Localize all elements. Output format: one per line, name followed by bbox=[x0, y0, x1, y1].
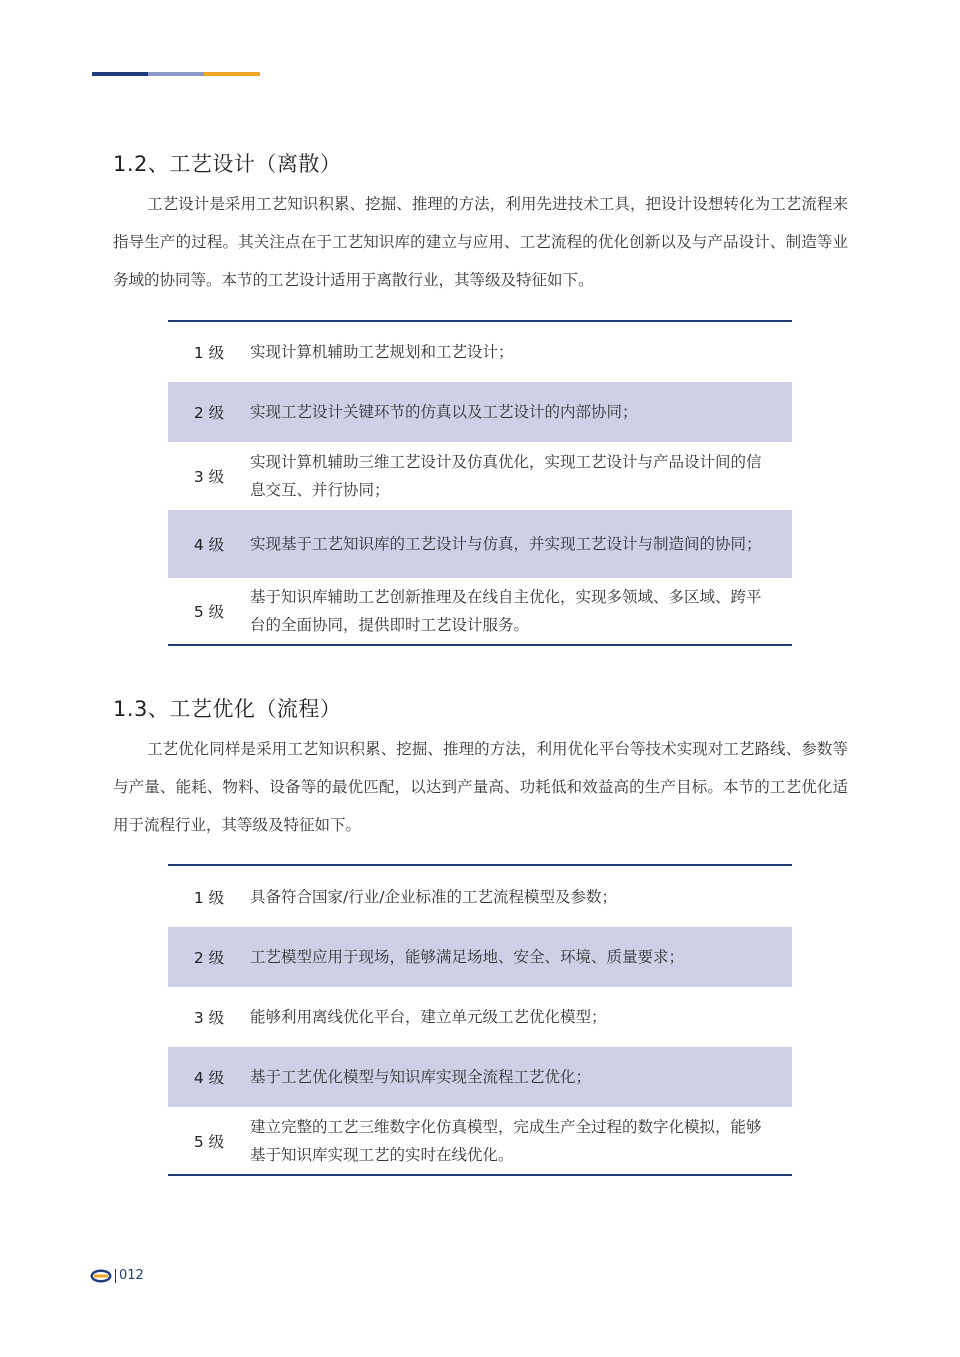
organization-logo-icon bbox=[90, 1269, 112, 1283]
level-description: 实现计算机辅助工艺规划和工艺设计； bbox=[250, 343, 514, 361]
table-row bbox=[168, 927, 792, 987]
level-label: 4 级 bbox=[193, 1069, 225, 1087]
page-number: 012 bbox=[119, 1268, 144, 1283]
section-title-process-design: 1.2、工艺设计（离散） bbox=[113, 152, 342, 176]
table-row bbox=[168, 866, 792, 927]
footer-separator bbox=[115, 1269, 116, 1283]
level-description: 具备符合国家/行业/企业标准的工艺流程模型及参数； bbox=[250, 887, 617, 906]
accent-bar-segment-dark bbox=[92, 72, 148, 76]
table-row bbox=[168, 510, 792, 578]
level-label: 2 级 bbox=[193, 949, 225, 967]
level-description: 能够利用离线优化平台，建立单元级工艺优化模型； bbox=[250, 1008, 607, 1026]
section-paragraph-process-design: 工艺设计是采用工艺知识积累、挖掘、推理的方法，利用先进技术工具，把设计设想转化为工艺流程来指导生产的过程。其关注点在于工艺知识库的建立与应用、工艺流程的优化创新以及与产品设计、制造等业务域的协同等。本节的工艺设计适用于离散行业，其等级及特征如下。 bbox=[113, 195, 848, 289]
level-label: 1 级 bbox=[193, 344, 225, 362]
section-paragraph-process-optimization: 工艺优化同样是采用工艺知识积累、挖掘、推理的方法，利用优化平台等技术实现对工艺路线、参数等与产量、能耗、物料、设备等的最优匹配，以达到产量高、功耗低和效益高的生产目标。本节的工艺优化适用于流程行业，其等级及特征如下。 bbox=[113, 740, 848, 834]
table-row bbox=[168, 442, 792, 510]
level-label: 2 级 bbox=[193, 404, 225, 422]
accent-bar-segment-orange bbox=[204, 72, 260, 76]
accent-bar-segment-light bbox=[148, 72, 204, 76]
table-row bbox=[168, 322, 792, 382]
page-footer bbox=[90, 1268, 144, 1283]
level-description: 实现工艺设计关键环节的仿真以及工艺设计的内部协同； bbox=[250, 403, 638, 421]
section-title-process-optimization: 1.3、工艺优化（流程） bbox=[113, 697, 342, 721]
levels-table-process-design bbox=[168, 320, 792, 646]
table-row bbox=[168, 382, 792, 442]
level-description: 实现基于工艺知识库的工艺设计与仿真，并实现工艺设计与制造间的协同； bbox=[250, 535, 762, 553]
level-description: 基于知识库辅助工艺创新推理及在线自主优化，实现多领域、多区域、跨平台的全面协同，提供即时工艺设计服务。 bbox=[250, 588, 762, 634]
level-label: 3 级 bbox=[193, 468, 225, 486]
table-row bbox=[168, 1047, 792, 1107]
table-row bbox=[168, 987, 792, 1047]
level-description: 基于工艺优化模型与知识库实现全流程工艺优化； bbox=[250, 1068, 592, 1086]
level-label: 3 级 bbox=[193, 1009, 225, 1027]
level-description: 建立完整的工艺三维数字化仿真模型，完成生产全过程的数字化模拟，能够基于知识库实现工艺的实时在线优化。 bbox=[250, 1117, 762, 1164]
level-label: 5 级 bbox=[193, 603, 225, 621]
level-label: 4 级 bbox=[193, 536, 225, 554]
level-label: 1 级 bbox=[193, 888, 225, 907]
header-accent-bar bbox=[92, 72, 260, 76]
level-label: 5 级 bbox=[193, 1132, 225, 1151]
table-row bbox=[168, 1107, 792, 1174]
level-description: 实现计算机辅助三维工艺设计及仿真优化，实现工艺设计与产品设计间的信息交互、并行协同； bbox=[250, 453, 762, 499]
level-description: 工艺模型应用于现场，能够满足场地、安全、环境、质量要求； bbox=[250, 948, 685, 966]
levels-table-process-optimization bbox=[168, 864, 792, 1176]
table-row bbox=[168, 578, 792, 644]
